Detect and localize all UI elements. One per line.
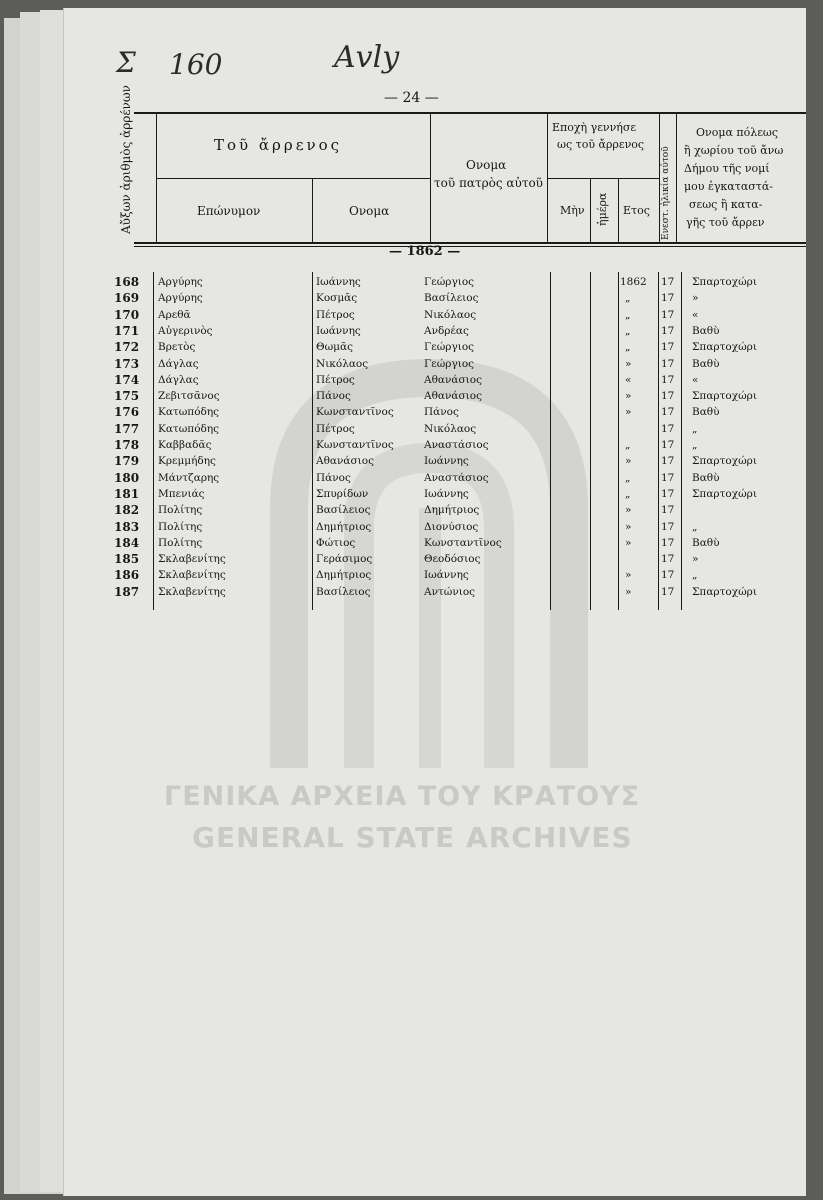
watermark-greek: ΓΕΝΙΚΑ ΑΡΧΕΙΑ ΤΟΥ ΚΡΑΤΟΥΣ	[164, 781, 641, 812]
cell-eponymon: Μπενιάς	[158, 487, 205, 500]
cell-imera: »	[625, 390, 632, 403]
cell-imera: „	[625, 341, 631, 354]
cell-imera: »	[625, 406, 632, 419]
cell-aa: 176	[114, 405, 140, 420]
cell-topos: «	[692, 373, 699, 386]
cell-ilikia: 17	[661, 455, 675, 468]
cell-ilikia: 17	[661, 390, 675, 403]
cell-aa: 169	[114, 291, 140, 306]
cell-patros: Αναστάσιος	[424, 439, 489, 451]
cell-ilikia: 17	[661, 308, 675, 321]
cell-onoma: Ιωάννης	[316, 276, 361, 288]
header-bottom-rule	[134, 242, 806, 244]
header-month: Μὴν	[560, 204, 585, 217]
cell-patros: Αναστάσιος	[424, 471, 489, 484]
cell-onoma: Κοσμᾶς	[316, 292, 358, 305]
cell-onoma: Βασίλειος	[316, 504, 371, 517]
cell-aa: 172	[114, 340, 140, 355]
table-row	[64, 404, 806, 421]
cell-eponymon: Καββαδᾶς	[158, 439, 212, 451]
cell-onoma: Φώτιος	[316, 536, 356, 549]
cell-aa: 183	[114, 519, 140, 534]
cell-imera: „	[625, 308, 631, 321]
cell-eponymon: Σκλαβενίτης	[158, 569, 226, 582]
cell-imera: „	[625, 439, 631, 451]
table-row	[64, 502, 806, 519]
header-place-4: μου ἐγκαταστά-	[684, 180, 773, 193]
cell-eponymon: Ζεβιτσᾶνος	[158, 390, 220, 403]
year-heading: — 1862 —	[389, 244, 461, 259]
cell-ilikia: 17	[661, 569, 675, 582]
table-row	[64, 470, 806, 487]
cell-eponymon: Δάγλας	[158, 357, 199, 370]
header-surname: Επώνυμον	[197, 204, 261, 218]
cell-topos: «	[692, 308, 699, 321]
header-place-2: ἢ χωρίου τοῦ ἄνω	[684, 144, 784, 157]
header-year: Ετος	[623, 204, 650, 217]
table-row	[64, 356, 806, 373]
cell-onoma: Κωνσταντῖνος	[316, 406, 394, 419]
cell-topos: Βαθὺ	[692, 357, 720, 370]
table-row	[64, 339, 806, 356]
cell-eponymon: Σκλαβενίτης	[158, 585, 226, 598]
cell-topos: Βαθὺ	[692, 406, 720, 419]
cell-patros: Νικόλαος	[424, 308, 477, 321]
header-place-3: Δήμου τῆς νομί	[684, 162, 770, 175]
table-row	[64, 535, 806, 552]
cell-patros: Ιωάννης	[424, 487, 469, 500]
cell-eponymon: Πολίτης	[158, 520, 203, 533]
col-divider	[430, 114, 431, 242]
cell-ilikia: 17	[661, 504, 675, 517]
cell-patros: Ιωάννης	[424, 455, 469, 468]
cell-patros: Γεώργιος	[424, 357, 475, 370]
cell-eponymon: Μάντζαρης	[158, 471, 220, 484]
cell-onoma: Κωνσταντῖνος	[316, 439, 394, 451]
header-father-1: Ονομα	[466, 158, 507, 172]
cell-topos: „	[692, 520, 698, 533]
cell-ilikia: 17	[661, 406, 675, 419]
register-page	[63, 8, 806, 1196]
page-number: — 24 —	[384, 90, 439, 106]
cell-onoma: Γεράσιμος	[316, 553, 373, 566]
header-name: Ονομα	[349, 204, 390, 218]
cell-topos: Σπαρτοχώρι	[692, 455, 757, 468]
header-father-2: τοῦ πατρὸς αὐτοῦ	[434, 176, 543, 190]
header-current-age: Ενεστ. ἡλικία αὐτοῦ	[661, 146, 671, 240]
col-divider	[312, 178, 313, 242]
cell-ilikia: 17	[661, 520, 675, 533]
cell-onoma: Πέτρος	[316, 308, 355, 321]
cell-onoma: Δημήτριος	[316, 569, 372, 582]
cell-onoma: Νικόλαος	[316, 357, 369, 370]
cell-imera: »	[625, 569, 632, 582]
table-row	[64, 519, 806, 536]
cell-aa: 179	[114, 454, 140, 469]
cell-topos: „	[692, 569, 698, 582]
cell-imera: »	[625, 520, 632, 533]
cell-ilikia: 17	[661, 373, 675, 386]
table-row	[64, 388, 806, 405]
signature: Αvly	[334, 40, 400, 75]
cell-eponymon: Πολίτης	[158, 536, 203, 549]
cell-topos: »	[692, 553, 699, 566]
cell-patros: Βασίλειος	[424, 292, 479, 305]
cell-eponymon: Δάγλας	[158, 373, 199, 386]
col-divider	[676, 114, 677, 242]
cell-onoma: Πέτρος	[316, 422, 355, 435]
table-row	[64, 421, 806, 438]
cell-patros: Αντώνιος	[424, 585, 476, 598]
cell-aa: 184	[114, 535, 140, 550]
cell-imera: „	[625, 292, 631, 305]
cell-topos: Βαθὺ	[692, 536, 720, 549]
cell-ilikia: 17	[661, 292, 675, 305]
cell-patros: Πάνος	[424, 406, 459, 419]
table-row	[64, 323, 806, 340]
cell-imera: »	[625, 536, 632, 549]
cell-onoma: Βασίλειος	[316, 585, 371, 598]
table-row	[64, 551, 806, 568]
cell-aa: 170	[114, 307, 140, 322]
cell-aa: 177	[114, 421, 140, 436]
sub-rule	[156, 178, 430, 179]
cell-eponymon: Αρεθᾶ	[158, 308, 191, 321]
cell-patros: Ανδρέας	[424, 324, 469, 337]
cell-ilikia: 17	[661, 585, 675, 598]
cell-ilikia: 17	[661, 439, 675, 451]
cell-topos: Βαθὺ	[692, 471, 720, 484]
cell-patros: Δημήτριος	[424, 504, 480, 517]
cell-ilikia: 17	[661, 341, 675, 354]
cell-patros: Διονύσιος	[424, 520, 479, 533]
header-place-1: Ονομα πόλεως	[696, 126, 779, 139]
cell-topos: Σπαρτοχώρι	[692, 585, 757, 598]
cell-patros: Ιωάννης	[424, 569, 469, 582]
header-male: Τοῦ ἄρρενος	[214, 136, 343, 154]
cell-eponymon: Αὐγερινὸς	[158, 324, 213, 337]
cell-eponymon: Βρετὸς	[158, 341, 196, 354]
cell-imera: „	[625, 324, 631, 337]
cell-patros: Θεοδόσιος	[424, 553, 481, 566]
cell-onoma: Ιωάννης	[316, 324, 361, 337]
annotation-sigma: Σ	[116, 46, 136, 79]
cell-patros: Κωνσταντῖνος	[424, 536, 502, 549]
cell-eponymon: Κατωπόδης	[158, 406, 220, 419]
cell-aa: 181	[114, 486, 140, 501]
cell-patros: Γεώργιος	[424, 341, 475, 354]
cell-topos: Σπαρτοχώρι	[692, 390, 757, 403]
cell-ilikia: 17	[661, 422, 675, 435]
col-divider	[659, 114, 660, 242]
cell-imera: »	[625, 455, 632, 468]
header-day: ἡμέρα	[596, 192, 609, 226]
cell-patros: Νικόλαος	[424, 422, 477, 435]
cell-onoma: Δημήτριος	[316, 520, 372, 533]
cell-onoma: Πάνος	[316, 471, 351, 484]
table-row	[64, 584, 806, 601]
cell-imera: »	[625, 585, 632, 598]
table-row	[64, 567, 806, 584]
table-row	[64, 290, 806, 307]
cell-aa: 168	[114, 275, 140, 289]
cell-topos: Βαθὺ	[692, 324, 720, 337]
cell-eponymon: Κρεμμήδης	[158, 455, 216, 468]
cell-ilikia: 17	[661, 536, 675, 549]
header-place-5: σεως ἢ κατα-	[689, 198, 763, 211]
header-birth-2: ως τοῦ ἄρρενος	[557, 138, 645, 151]
cell-topos: »	[692, 292, 699, 305]
cell-imera: »	[625, 357, 632, 370]
table-row	[64, 307, 806, 324]
cell-ilikia: 17	[661, 471, 675, 484]
header-top-rule	[134, 112, 806, 114]
cell-aa: 187	[114, 584, 140, 599]
cell-ilikia: 17	[661, 324, 675, 337]
cell-ilikia: 17	[661, 357, 675, 370]
cell-onoma: Πέτρος	[316, 373, 355, 386]
table-row	[64, 453, 806, 470]
watermark-english: GENERAL STATE ARCHIVES	[192, 821, 633, 854]
cell-eponymon: Κατωπόδης	[158, 422, 220, 435]
table-row	[64, 372, 806, 389]
header-birth-1: Εποχὴ γεννήσε	[552, 121, 637, 134]
cell-eponymon: Πολίτης	[158, 504, 203, 517]
cell-patros: Αθανάσιος	[424, 390, 482, 403]
cell-aa: 178	[114, 438, 140, 452]
cell-aa: 180	[114, 470, 140, 485]
cell-eponymon: Σκλαβενίτης	[158, 553, 226, 566]
cell-imera: „	[625, 471, 631, 484]
cell-topos: „	[692, 439, 698, 451]
cell-aa: 175	[114, 389, 140, 404]
cell-imera: »	[625, 504, 632, 517]
col-divider	[590, 178, 591, 242]
cell-patros: Γεώργιος	[424, 276, 475, 288]
table-row	[64, 274, 806, 291]
cell-eponymon: Αργύρης	[158, 292, 203, 305]
table-row	[64, 486, 806, 503]
cell-ilikia: 17	[661, 487, 675, 500]
header-bottom-rule-2	[134, 246, 806, 247]
cell-ilikia: 17	[661, 553, 675, 566]
annotation-number: 160	[169, 48, 223, 81]
cell-topos: „	[692, 422, 698, 435]
cell-aa: 174	[114, 372, 140, 387]
cell-onoma: Πάνος	[316, 390, 351, 403]
header-place-6: γῆς τοῦ ἄρρεν	[686, 216, 765, 229]
col-divider	[618, 178, 619, 242]
cell-eponymon: Αργύρης	[158, 276, 203, 288]
cell-topos: Σπαρτοχώρι	[692, 341, 757, 354]
cell-topos: Σπαρτοχώρι	[692, 487, 757, 500]
cell-imera: „	[625, 487, 631, 500]
table-row	[64, 437, 806, 454]
cell-aa: 171	[114, 323, 140, 338]
cell-topos: Σπαρτοχώρι	[692, 276, 757, 288]
cell-aa: 173	[114, 356, 140, 371]
cell-patros: Αθανάσιος	[424, 373, 482, 386]
cell-imera: «	[625, 373, 632, 386]
cell-ilikia: 17	[661, 276, 675, 288]
cell-etos: 1862	[620, 276, 647, 288]
header-serial-number: Αὔξων ἀριθμὸς ἀρρένων	[119, 85, 133, 234]
cell-onoma: Θωμᾶς	[316, 341, 353, 354]
cell-aa: 185	[114, 552, 140, 567]
cell-aa: 182	[114, 503, 140, 518]
cell-onoma: Σπυρίδων	[316, 487, 369, 500]
cell-aa: 186	[114, 568, 140, 583]
cell-onoma: Αθανάσιος	[316, 455, 374, 468]
sub-rule	[547, 178, 659, 179]
